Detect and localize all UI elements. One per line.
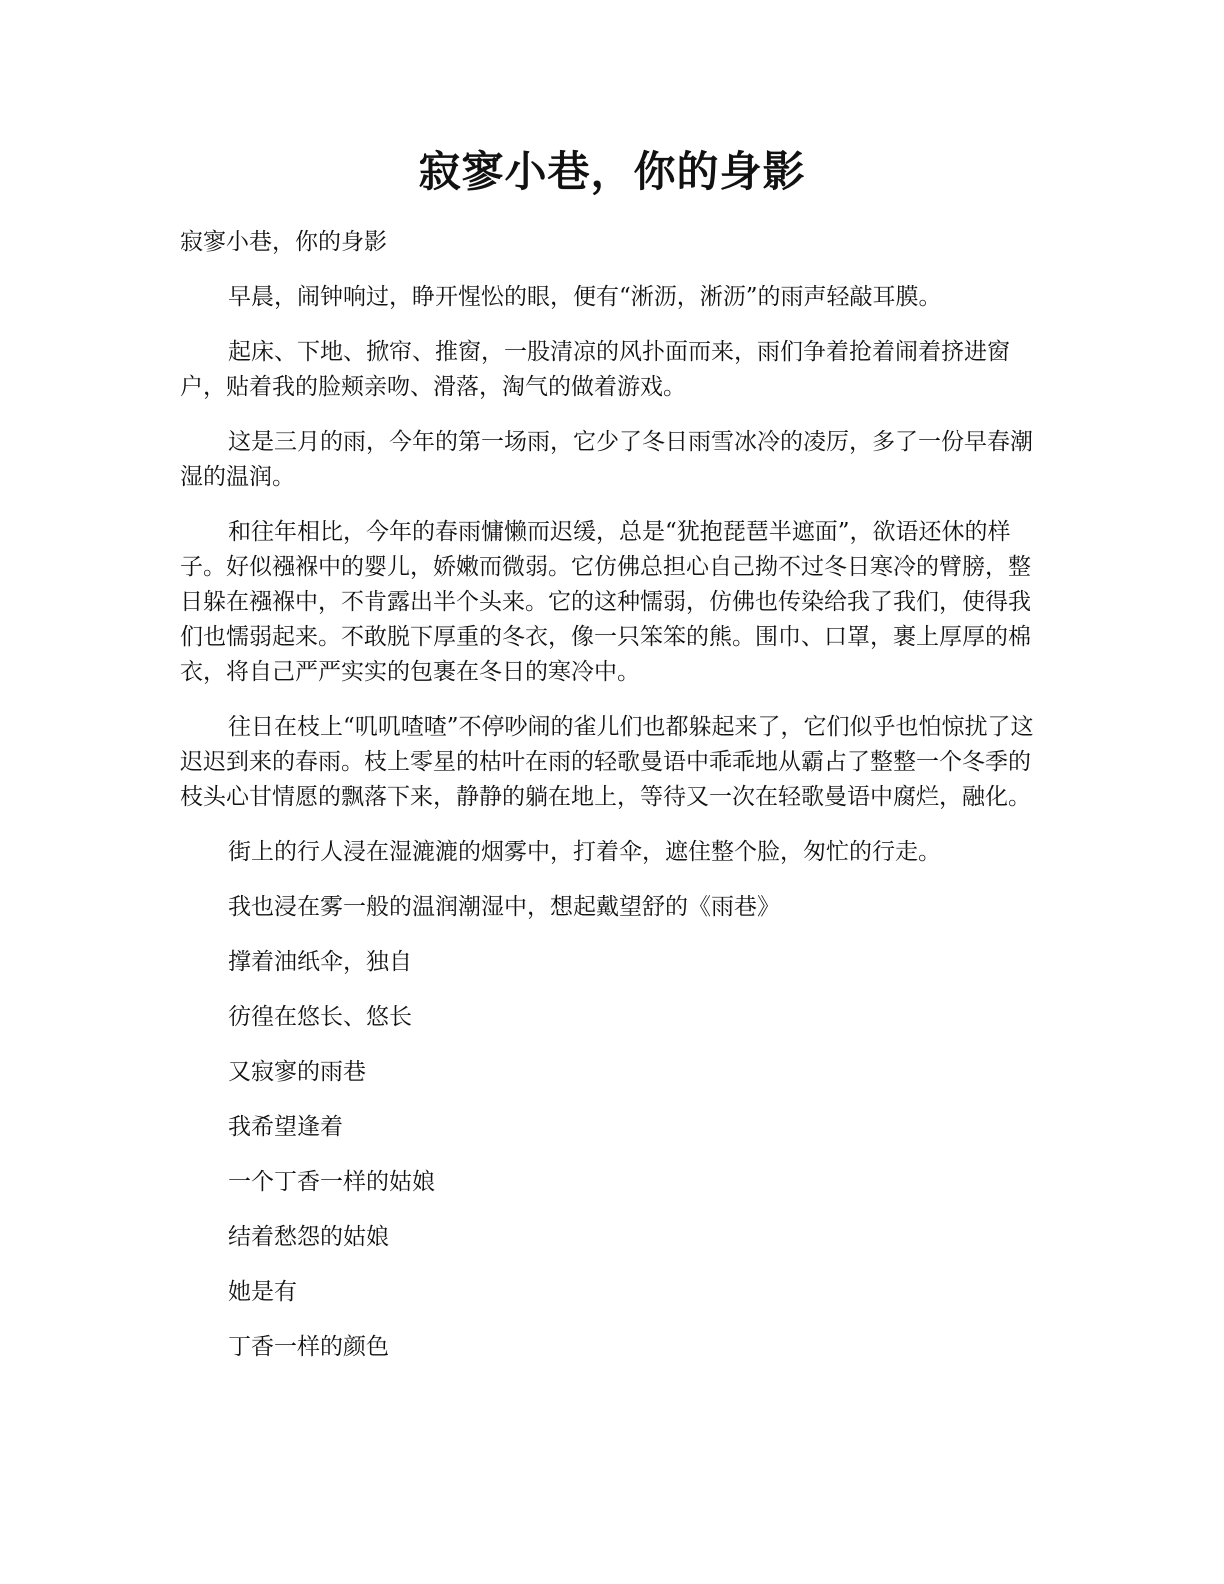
document-body <box>180 225 1038 1385</box>
poem-line: 结着愁怨的姑娘 <box>228 1224 389 1250</box>
paragraph: 起床、下地、掀帘、推窗，一股清凉的风扑面而来，雨们争着抢着闹着挤进窗户，贴着我的脸颊亲吻、滑落，淘气的做着游戏。 <box>180 339 1010 400</box>
paragraph: 往日在枝上“叽叽喳喳”不停吵闹的雀儿们也都躲起来了，它们似乎也怕惊扰了这迟迟到来的春雨。枝上零星的枯叶在雨的轻歌曼语中乖乖地从霸占了整整一个冬季的枝头心甘情愿的飘落下来，静静的躺在地上，等待又一次在轻歌曼语中腐烂，融化。 <box>180 714 1034 810</box>
paragraph: 我也浸在雾一般的温润潮湿中，想起戴望舒的《雨巷》 <box>228 894 780 920</box>
paragraph: 和往年相比，今年的春雨慵懒而迟缓，总是“犹抱琵琶半遮面”，欲语还休的样子。好似襁褓中的婴儿，娇嫩而微弱。它仿佛总担心自己拗不过冬日寒冷的臂膀，整日躲在襁褓中，不肯露出半个头来。它的这种懦弱，仿佛也传染给我了我们，使得我们也懦弱起来。不敢脱下厚重的冬衣，像一只笨笨的熊。围巾、口罩，裹上厚厚的棉衣，将自己严严实实的包裹在冬日的寒冷中。 <box>180 519 1031 685</box>
document-title: 寂寥小巷，你的身影 <box>418 147 806 196</box>
poem-line: 又寂寥的雨巷 <box>228 1059 366 1085</box>
poem-line: 撑着油纸伞，独自 <box>228 949 412 975</box>
poem-line: 我希望逢着 <box>228 1114 343 1140</box>
paragraph: 街上的行人浸在湿漉漉的烟雾中，打着伞，遮住整个脸，匆忙的行走。 <box>228 839 941 865</box>
poem-line: 她是有 <box>228 1279 297 1305</box>
document-subtitle: 寂寥小巷，你的身影 <box>180 229 387 255</box>
paragraph: 这是三月的雨，今年的第一场雨，它少了冬日雨雪冰冷的凌厉，多了一份早春潮湿的温润。 <box>180 429 1033 490</box>
paragraph: 早晨，闹钟响过，睁开惺忪的眼，便有“淅沥，淅沥”的雨声轻敲耳膜。 <box>228 284 942 310</box>
poem-line: 丁香一样的颜色 <box>228 1334 389 1360</box>
poem-line: 彷徨在悠长、悠长 <box>228 1004 412 1030</box>
poem-line: 一个丁香一样的姑娘 <box>228 1169 435 1195</box>
